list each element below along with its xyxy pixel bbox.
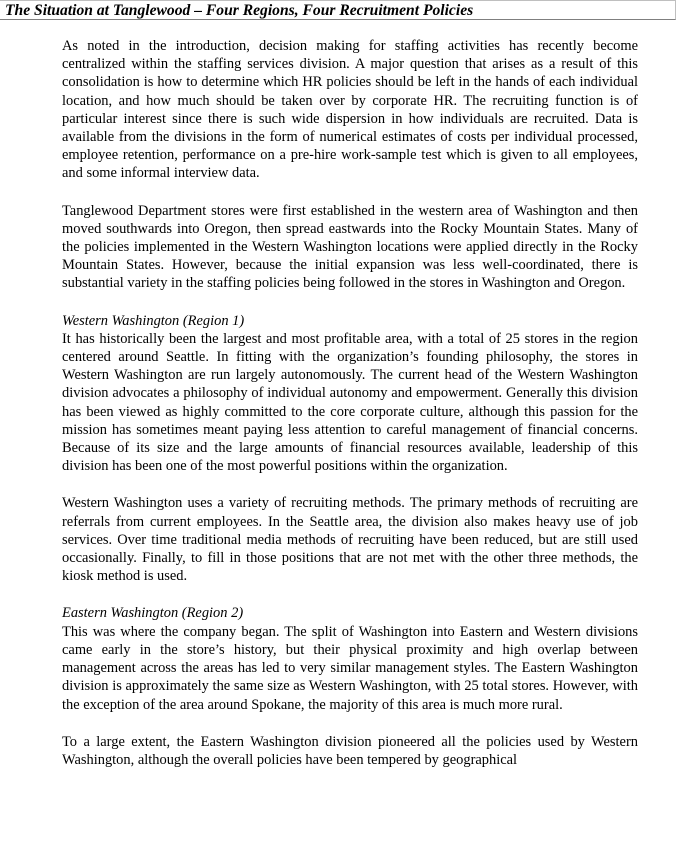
intro-paragraph-1: As noted in the introduction, decision making for staffing activities has recently become centralized within the staffing services division. A major question that arises as a result of this consolidation is how to determine which HR policies should be left in the hands of each individual location, and how much should be taken over by corporate HR. The recruiting function is of particular interest since there is such wide dispersion in how individuals are recruited. Data is available from the divisions in the form of numerical estimates of costs per individual processed, employee retention, performance on a pre-hire work-sample test which is given to all employees, and some informal interview data. (62, 38, 638, 182)
eastern-washington-paragraph-1: This was where the company began. The split of Washington into Eastern and Western divisions came early in the store’s history, but their physical proximity and high overlap between management across the areas has led to very similar management styles. The Eastern Washington division is approximately the same size as Western Washington, with 25 total stores. However, with the exception of the area around Spokane, the majority of this area is much more rural. (62, 623, 638, 713)
document-title: The Situation at Tanglewood – Four Regions, Four Recruitment Policies (5, 2, 474, 19)
section-heading-eastern-washington: Eastern Washington (Region 2) (62, 605, 244, 622)
document-body (62, 37, 638, 769)
intro-paragraph-2: Tanglewood Department stores were first established in the western area of Washington and then moved southwards into Oregon, then spread eastwards into the Rocky Mountain States. Many of the policies implemented in the Western Washington locations were applied directly in the Rocky Mountain States. However, because the initial expansion was less well-coordinated, there is substantial variety in the staffing policies being followed in the stores in Washington and Oregon. (62, 202, 638, 292)
document-header (0, 0, 676, 20)
eastern-washington-paragraph-2: To a large extent, the Eastern Washington division pioneered all the policies used by Western Washington, although the overall policies have been tempered by geographical (62, 733, 638, 768)
section-heading-western-washington: Western Washington (Region 1) (62, 312, 245, 329)
western-washington-paragraph-2: Western Washington uses a variety of recruiting methods. The primary methods of recruiting are referrals from current employees. In the Seattle area, the division also makes heavy use of job services. Over time traditional media methods of recruiting have been reduced, but are still used occasionally. Finally, to fill in those positions that are not met with the other three methods, the kiosk method is used. (62, 495, 638, 585)
western-washington-paragraph-1: It has historically been the largest and most profitable area, with a total of 25 stores in the region centered around Seattle. In fitting with the organization’s founding philosophy, the stores in Western Washington are run largely autonomously. The current head of the Western Washington division advocates a philosophy of individual autonomy and empowerment. Generally this division has been viewed as highly committed to the core corporate culture, although this passion for the mission has sometimes meant paying less attention to careful management of financial concerns. Because of its size and the large amounts of financial resources available, leadership of this division has been one of the most powerful positions within the organization. (62, 330, 638, 475)
